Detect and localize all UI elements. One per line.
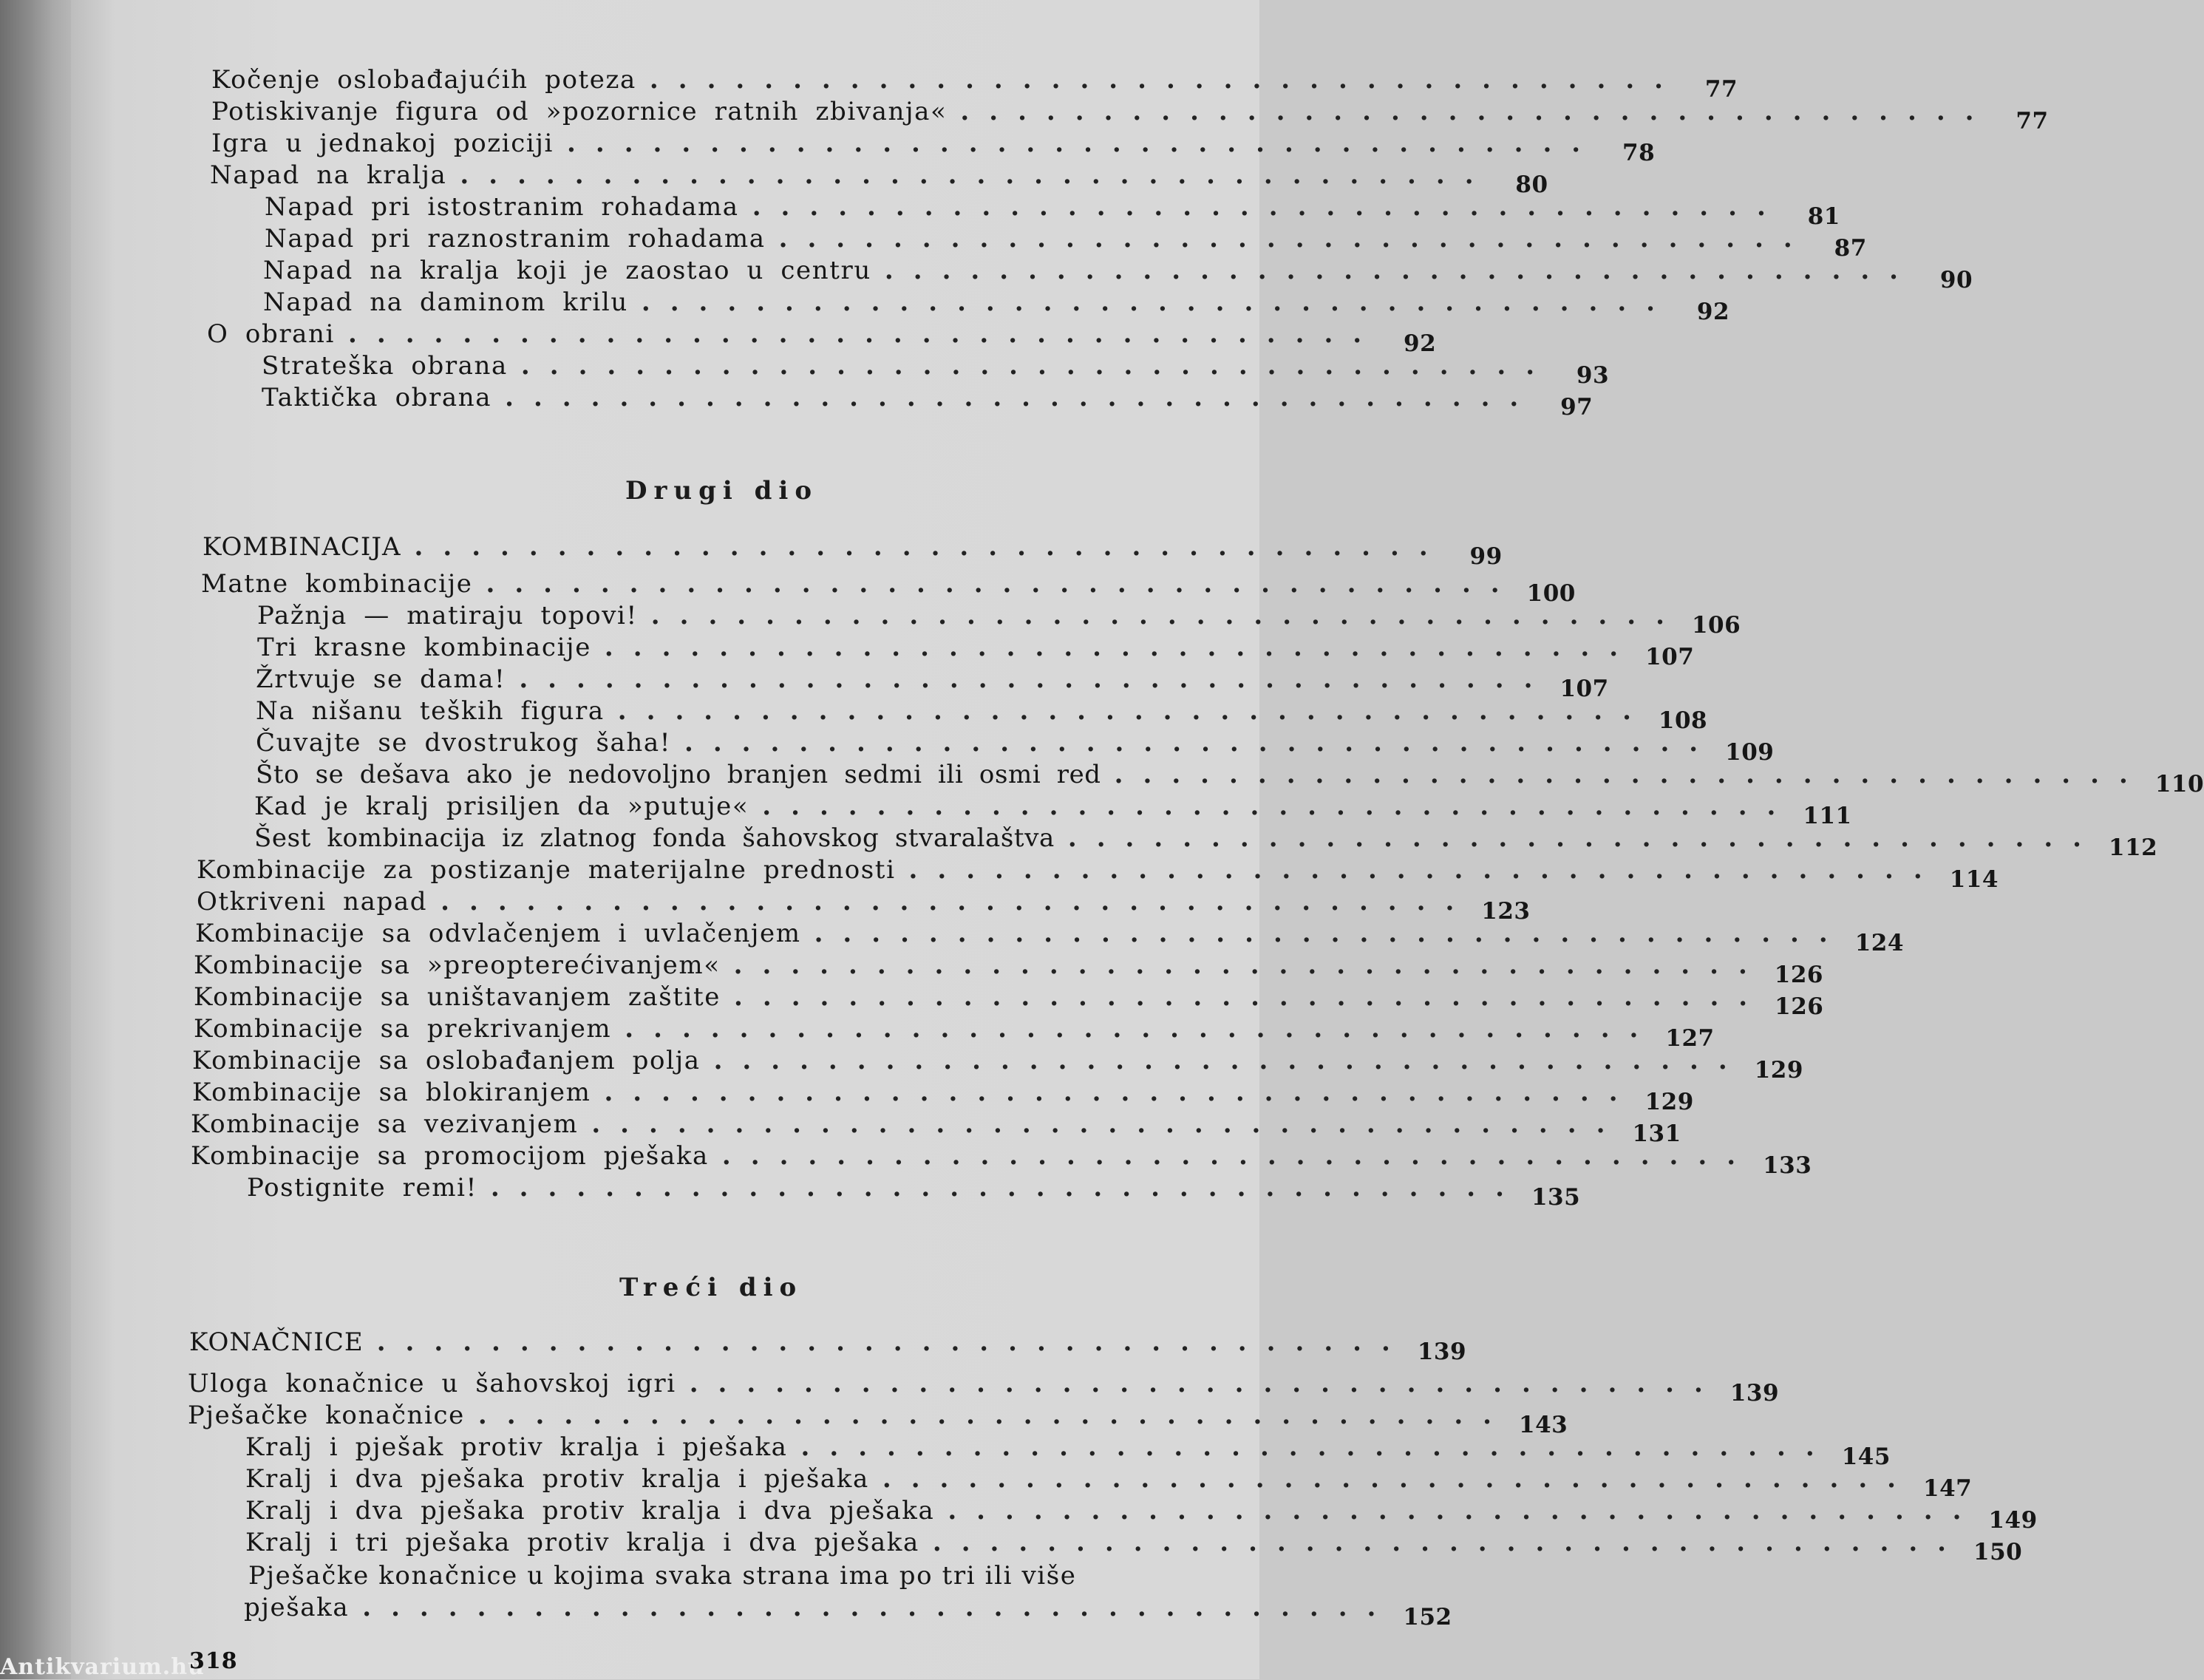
toc-subentry xyxy=(245,1528,2023,1565)
dot-leader: .................................... xyxy=(800,1432,1834,1462)
toc-entry-title: Kombinacije sa prekrivanjem xyxy=(194,1014,612,1044)
dot-leader: .................................... xyxy=(490,1173,1524,1203)
toc-entry-title: Kralj i dva pješaka protiv kralja i dva pješaka xyxy=(245,1496,935,1526)
dot-leader: .................................... xyxy=(1067,823,2102,853)
toc-entry-title: Kombinacije sa uništavanjem zaštite xyxy=(194,982,721,1012)
toc-entry-page: 139 xyxy=(1729,1380,1780,1407)
watermark: Antikvarium.hu xyxy=(0,1654,205,1680)
dot-leader: .................................... xyxy=(617,696,1651,726)
toc-entry xyxy=(197,855,1999,893)
toc-entry-title: Čuvajte se dvostrukog šaha! xyxy=(256,728,671,758)
dot-leader: .................................... xyxy=(721,1141,1756,1171)
toc-entry-title: Što se dešava ako je nedovoljno branjen sedmi ili osmi red xyxy=(256,760,1101,789)
toc-entry-page: 107 xyxy=(1560,676,1609,702)
toc-entry-page: 100 xyxy=(1526,580,1576,607)
toc-entry-page: 90 xyxy=(1939,267,1973,293)
toc-entry xyxy=(211,129,1656,166)
toc-subentry xyxy=(262,351,1610,389)
toc-subentry xyxy=(247,1173,1581,1211)
toc-entry xyxy=(191,1141,1812,1179)
toc-subentry xyxy=(245,1464,1973,1502)
toc-subentry xyxy=(245,1496,2038,1534)
toc-subentry xyxy=(265,224,1867,262)
toc-entry-title: Žrtvuje se dama! xyxy=(256,664,506,694)
toc-entry xyxy=(211,97,2049,135)
toc-entry-page: 152 xyxy=(1403,1604,1452,1630)
toc-entry-title: Napad na kralja xyxy=(210,160,447,190)
toc-subentry xyxy=(256,728,1775,766)
toc-subentry xyxy=(245,1432,1891,1470)
toc-section-entry xyxy=(203,532,1503,570)
dot-leader: .................................... xyxy=(520,351,1555,381)
dot-leader: .................................... xyxy=(414,532,1448,562)
dot-leader: .................................... xyxy=(908,855,1942,885)
toc-entry-page: 87 xyxy=(1834,235,1867,262)
dot-leader: .................................... xyxy=(1114,760,2148,789)
toc-entry-title: Kralj i dva pješaka protiv kralja i pješaka xyxy=(245,1464,869,1494)
toc-entry-title-line: Pješačke konačnice u kojima svaka strana ima po tri ili više xyxy=(248,1561,1077,1591)
toc-entry-page: 92 xyxy=(1404,330,1437,357)
toc-entry-page: 147 xyxy=(1923,1475,1973,1502)
toc-entry-page: 126 xyxy=(1775,993,1824,1020)
toc-subentry xyxy=(256,696,1708,734)
dot-leader: .................................... xyxy=(733,950,1767,980)
toc-entry-title: Igra u jednakoj poziciji xyxy=(211,129,554,158)
dot-leader: .................................... xyxy=(734,982,1768,1012)
toc-entry-title: Kočenje oslobađajućih poteza xyxy=(211,65,636,95)
dot-leader: .................................... xyxy=(604,633,1639,662)
toc-entry-title: Strateška obrana xyxy=(262,351,508,381)
dot-leader: .................................... xyxy=(348,319,1382,349)
toc-entry-title: Kombinacije sa »preopterećivanjem« xyxy=(194,950,721,980)
toc-entry-title: Napad pri istostranim rohadama xyxy=(265,192,739,222)
toc-entry-title: Kombinacije sa odvlačenjem i uvlačenjem xyxy=(195,919,801,948)
toc-subentry xyxy=(256,760,2204,798)
toc-entry-title: Napad na kralja koji je zaostao u centru xyxy=(263,256,871,285)
toc-entry-title: pješaka xyxy=(244,1593,350,1622)
toc-entry-page: 149 xyxy=(1988,1507,2038,1534)
dot-leader: .................................... xyxy=(567,129,1601,158)
toc-subentry xyxy=(263,256,1973,293)
toc-entry-page: 135 xyxy=(1531,1184,1581,1211)
toc-entry-page: 112 xyxy=(2109,834,2158,861)
toc-entry-title: Kralj i tri pješaka protiv kralja i dva pješaka xyxy=(245,1528,919,1557)
toc-subentry xyxy=(257,633,1695,670)
toc-entry-title: O obrani xyxy=(207,319,336,349)
toc-subentry xyxy=(262,383,1594,421)
toc-entry-title: Taktička obrana xyxy=(262,383,492,412)
toc-entry-title: KONAČNICE xyxy=(189,1327,364,1357)
toc-entry-page: 126 xyxy=(1774,962,1824,988)
dot-leader: .................................... xyxy=(591,1109,1625,1139)
toc-entry-title: Postignite remi! xyxy=(247,1173,477,1203)
toc-entry-page: 133 xyxy=(1763,1152,1812,1179)
toc-entry-page: 97 xyxy=(1560,394,1594,421)
dot-leader: .................................... xyxy=(649,65,1684,95)
toc-entry-title: Šest kombinacija iz zlatnog fonda šahovskog stvaralaštva xyxy=(254,823,1055,853)
toc-entry-page: 123 xyxy=(1481,898,1531,925)
toc-subentry xyxy=(254,823,2158,861)
toc-entry xyxy=(195,919,1904,956)
toc-entry xyxy=(194,1014,1715,1052)
dot-leader: .................................... xyxy=(362,1593,1396,1622)
toc-entry-title: Napad na daminom krilu xyxy=(263,288,628,317)
dot-leader: .................................... xyxy=(604,1078,1638,1107)
toc-entry-title: Kombinacije sa vezivanjem xyxy=(191,1109,579,1139)
toc-entry-title: Pažnja — matiraju topovi! xyxy=(257,601,638,630)
dot-leader: .................................... xyxy=(376,1327,1410,1357)
dot-leader: .................................... xyxy=(762,792,1796,821)
toc-entry-page: 77 xyxy=(2016,108,2049,135)
toc-subentry xyxy=(244,1593,1452,1630)
toc-entry-title: Kombinacije sa blokiranjem xyxy=(192,1078,591,1107)
toc-subentry xyxy=(256,664,1609,702)
toc-subentry xyxy=(265,192,1840,230)
toc-entry-page: 106 xyxy=(1691,612,1741,639)
dot-leader: .................................... xyxy=(650,601,1684,630)
toc-entry-page: 139 xyxy=(1417,1339,1467,1365)
toc-entry xyxy=(201,569,1576,607)
toc-entry-title: Napad pri raznostranim rohadama xyxy=(265,224,766,254)
toc-entry-page: 107 xyxy=(1645,644,1695,670)
toc-entry-page: 127 xyxy=(1665,1025,1715,1052)
toc-entry-page: 99 xyxy=(1469,543,1503,570)
toc-entry-page: 145 xyxy=(1841,1443,1891,1470)
toc-entry-page: 110 xyxy=(2154,771,2204,798)
toc-entry-page: 78 xyxy=(1622,140,1656,166)
toc-entry-title: Matne kombinacije xyxy=(201,569,473,599)
toc-entry xyxy=(197,887,1531,925)
toc-entry-title: Pješačke konačnice xyxy=(188,1401,465,1430)
toc-subentry xyxy=(254,792,1852,829)
toc-entry xyxy=(207,319,1437,357)
dot-leader: .................................... xyxy=(477,1401,1511,1430)
toc-entry xyxy=(192,1046,1803,1084)
dot-leader: .................................... xyxy=(960,97,1994,126)
toc-entry-title: Otkriveni napad xyxy=(197,887,428,916)
toc-entry-page: 129 xyxy=(1754,1057,1803,1084)
toc-subentry xyxy=(257,601,1741,639)
dot-leader: .................................... xyxy=(713,1046,1747,1075)
toc-entry-page: 80 xyxy=(1515,171,1548,198)
dot-leader: .................................... xyxy=(441,887,1475,916)
toc-entry-page: 108 xyxy=(1658,707,1708,734)
toc-entry-title: Na nišanu teških figura xyxy=(256,696,605,726)
dot-leader: .................................... xyxy=(519,664,1553,694)
toc-entry-page: 109 xyxy=(1725,739,1775,766)
toc-entry-title: Kombinacije za postizanje materijalne prednosti xyxy=(197,855,896,885)
page-number: 318 xyxy=(189,1648,238,1674)
toc-subentry xyxy=(263,288,1730,325)
toc-entry-page: 114 xyxy=(1949,866,1999,893)
toc-entry xyxy=(194,982,1824,1020)
page-footer xyxy=(0,1648,238,1680)
dot-leader: .................................... xyxy=(625,1014,1659,1044)
dot-leader: .................................... xyxy=(505,383,1539,412)
toc-entry-page: 143 xyxy=(1519,1412,1568,1438)
toc-entry-page: 124 xyxy=(1854,930,1904,956)
toc-entry-page: 81 xyxy=(1807,203,1840,230)
dot-leader: .................................... xyxy=(460,160,1494,190)
toc-entry xyxy=(194,950,1824,988)
toc-entry xyxy=(191,1109,1681,1147)
toc-entry xyxy=(210,160,1548,198)
toc-entry-page: 77 xyxy=(1704,76,1738,103)
dot-leader: .................................... xyxy=(486,569,1520,599)
toc-entry xyxy=(211,65,1738,103)
dot-leader: .................................... xyxy=(882,1464,1916,1494)
toc-entry-page: 92 xyxy=(1696,299,1730,325)
toc-entry-page: 111 xyxy=(1803,803,1852,829)
part-heading: Treći dio xyxy=(619,1273,803,1302)
dot-leader: .................................... xyxy=(932,1528,1967,1557)
toc-entry xyxy=(188,1401,1568,1438)
toc-entry-title: Kad je kralj prisiljen da »putuje« xyxy=(254,792,749,821)
dot-leader: .................................... xyxy=(948,1496,1982,1526)
toc-entry-title: Uloga konačnice u šahovskoj igri xyxy=(188,1369,676,1398)
toc-entry-page: 93 xyxy=(1576,362,1610,389)
dot-leader: .................................... xyxy=(884,256,1919,285)
toc-entry-title: Kombinacije sa oslobađanjem polja xyxy=(192,1046,701,1075)
toc-entry-page: 131 xyxy=(1632,1120,1681,1147)
toc-entry-title: Kombinacije sa promocijom pješaka xyxy=(191,1141,709,1171)
toc-entry-title: Potiskivanje figura od »pozornice ratnih zbivanja« xyxy=(211,97,948,126)
part-heading: Drugi dio xyxy=(625,476,819,506)
toc-section-entry xyxy=(189,1327,1467,1365)
dot-leader: .................................... xyxy=(689,1369,1723,1398)
toc-entry-title: KOMBINACIJA xyxy=(203,532,401,562)
dot-leader: .................................... xyxy=(752,192,1786,222)
toc-entry-page: 150 xyxy=(1973,1539,2023,1565)
dot-leader: .................................... xyxy=(778,224,1812,254)
toc-entry xyxy=(188,1369,1780,1407)
dot-leader: .................................... xyxy=(814,919,1848,948)
dot-leader: .................................... xyxy=(641,288,1676,317)
toc-entry-page: 129 xyxy=(1645,1089,1694,1115)
dot-leader: .................................... xyxy=(684,728,1718,758)
toc-entry xyxy=(192,1078,1694,1115)
toc-entry-title: Kralj i pješak protiv kralja i pješaka xyxy=(245,1432,788,1462)
toc-entry-title: Tri krasne kombinacije xyxy=(257,633,591,662)
